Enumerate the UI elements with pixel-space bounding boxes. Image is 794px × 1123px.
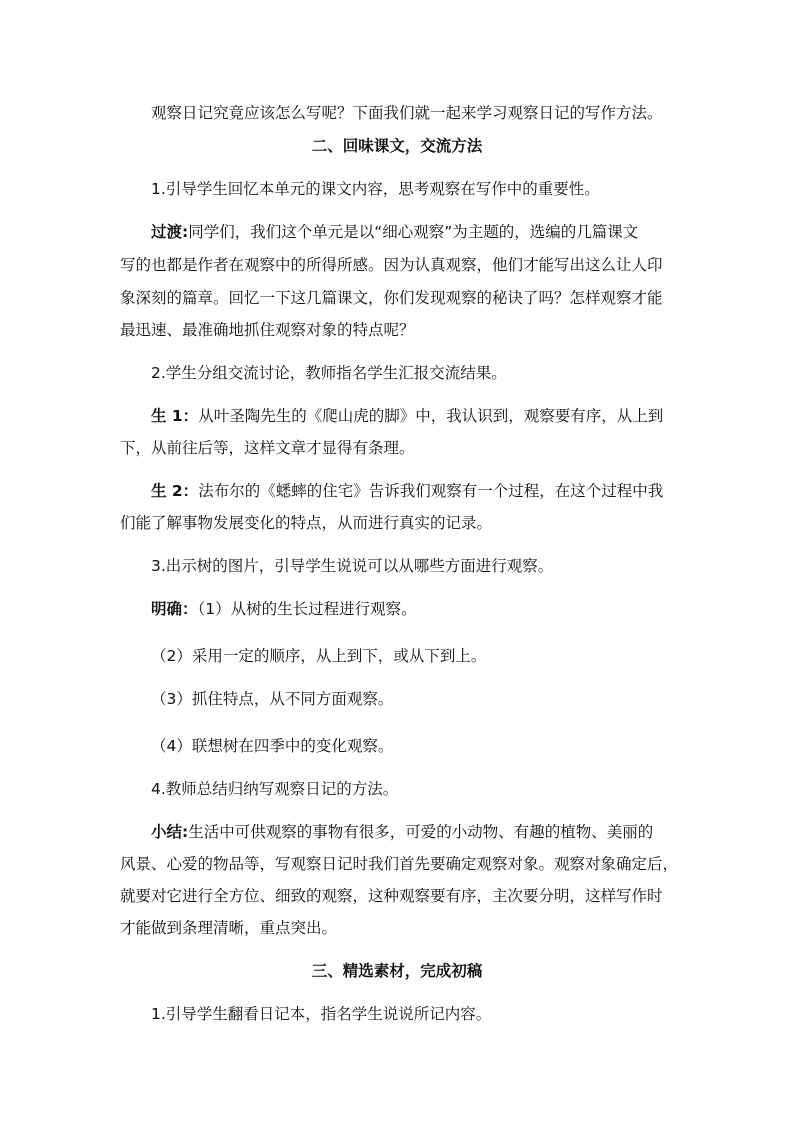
clarify-item: （4）联想树在四季中的变化观察。	[151, 737, 394, 755]
step-2-text: 2.学生分组交流讨论，教师指名学生汇报交流结果。	[151, 364, 507, 382]
clarify-item: （2）采用一定的顺序，从上到下，或从下到上。	[151, 647, 487, 665]
student-2-label: 生 2：	[151, 482, 199, 500]
transition-label: 过渡:	[151, 223, 189, 241]
summary-label: 小结:	[151, 823, 189, 841]
transition-line: 象深刻的篇章。回忆一下这几篇课文，你们发现观察的秘诀了吗？怎样观察才能	[120, 289, 663, 307]
summary-first-line	[151, 822, 653, 842]
summary-line: 就要对它进行全方位、细致的观察，这种观察要有序，主次要分明，这样写作时	[120, 887, 663, 905]
transition-line: 最迅速、最准确地抓住观察对象的特点呢？	[120, 321, 415, 339]
summary-line: 才能做到条理清晰，重点突出。	[120, 919, 338, 937]
clarify-label: 明确：	[151, 600, 198, 618]
step-5-text: 1.引导学生翻看日记本，指名学生说说所记内容。	[151, 1005, 492, 1023]
student-1-line: 从叶圣陶先生的《爬山虎的脚》中，我认识到，观察要有序，从上到	[198, 407, 664, 425]
intro-paragraph: 观察日记究竟应该怎么写呢？下面我们就一起来学习观察日记的写作方法。	[151, 104, 663, 122]
student-2-first-line	[151, 481, 663, 501]
clarify-first-line	[151, 599, 417, 619]
student-2-line: 法布尔的《蟋蟀的住宅》告诉我们观察有一个过程，在这个过程中我	[198, 482, 664, 500]
student-1-first-line	[151, 406, 663, 426]
student-1-line: 下，从前往后等，这样文章才显得有条理。	[120, 439, 415, 457]
step-3-text: 3.出示树的图片，引导学生说说可以从哪些方面进行观察。	[151, 557, 554, 575]
step-4-text: 4.教师总结归纳写观察日记的方法。	[151, 780, 399, 798]
transition-first-line	[151, 222, 638, 242]
clarify-item: （3）抓住特点，从不同方面观察。	[151, 690, 394, 708]
section-heading-3: 三、精选素材，完成初稿	[311, 962, 483, 980]
transition-line: 写的也都是作者在观察中的所得所感。因为认真观察，他们才能写出这么让人印	[120, 256, 663, 274]
section-heading-2: 二、回味课文，交流方法	[311, 137, 483, 155]
step-1-text: 1.引导学生回忆本单元的课文内容，思考观察在写作中的重要性。	[151, 180, 600, 198]
student-1-label: 生 1：	[151, 407, 199, 425]
student-2-line: 们能了解事物发展变化的特点，从而进行真实的记录。	[120, 514, 493, 532]
summary-line: 风景、心爱的物品等，写观察日记时我们首先要确定观察对象。观察对象确定后，	[120, 855, 679, 873]
transition-line: 同学们，我们这个单元是以“细心观察”为主题的，选编的几篇课文	[188, 223, 639, 241]
summary-line: 生活中可供观察的事物有很多，可爱的小动物、有趣的植物、美丽的	[188, 823, 654, 841]
clarify-item: （1）从树的生长过程进行观察。	[197, 600, 417, 618]
